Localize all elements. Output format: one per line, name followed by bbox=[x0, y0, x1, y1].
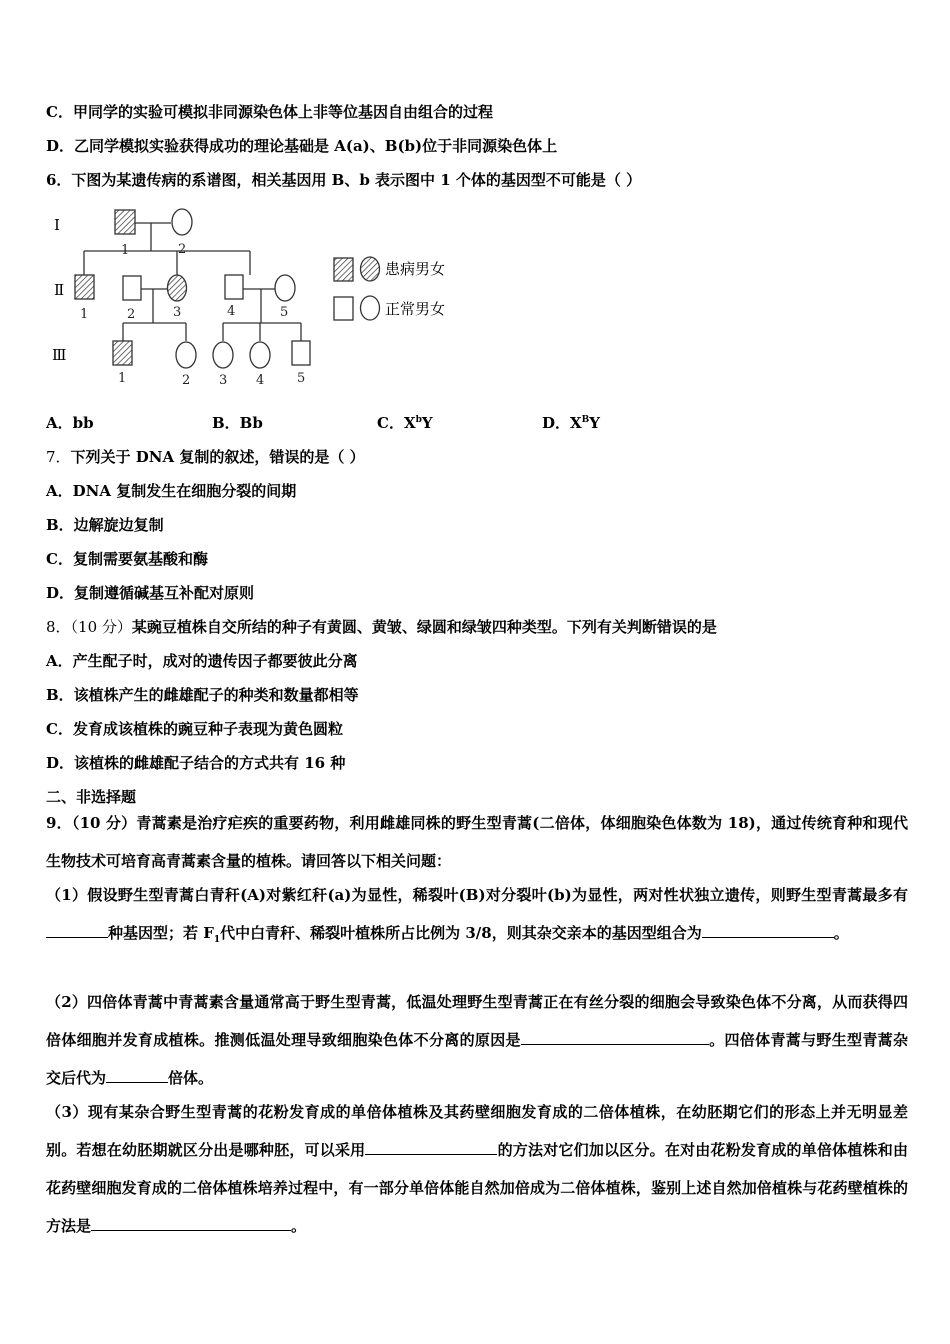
num-i2: 2 bbox=[178, 242, 187, 257]
q9-intro-text: 青蒿素是治疗疟疾的重要药物，利用雌雄同株的野生型青蒿(二倍体，体细胞染色体数为 18)，通过传统育种和现代生物技术可培育高青蒿素含量的植株。请回答以下相关问题： bbox=[46, 814, 908, 870]
blank-ploidy[interactable] bbox=[106, 1066, 168, 1083]
iii1-affected-male bbox=[113, 341, 132, 365]
blank-identify-method[interactable] bbox=[91, 1214, 291, 1231]
q9-part-1 bbox=[46, 876, 908, 952]
q7-option-d: D．复制遵循碱基互补配对原则 bbox=[46, 584, 255, 602]
q8-option-b: B．该植株产生的雌雄配子的种类和数量都相等 bbox=[46, 686, 359, 704]
iii3-normal-female bbox=[213, 342, 233, 368]
num-ii4: 4 bbox=[227, 304, 236, 319]
q6-option-a: A．bb bbox=[46, 414, 94, 432]
ii3-affected-female bbox=[168, 275, 187, 301]
q9-part-3 bbox=[46, 1093, 908, 1245]
individual-numbers bbox=[80, 242, 305, 388]
blank-parent-genotypes[interactable] bbox=[702, 921, 786, 938]
legend-affected-male bbox=[334, 258, 353, 281]
legend-affected-female bbox=[361, 257, 380, 281]
q6-option-c-suffix: Y bbox=[421, 414, 433, 432]
q7-option-b: B．边解旋边复制 bbox=[46, 516, 164, 534]
q8-stem bbox=[46, 617, 717, 637]
q9-p2-text-b: 。四倍体青蒿与野生型青蒿杂交后代为 bbox=[46, 1031, 908, 1087]
q9-p1-text-b: 种基因型；若 F bbox=[108, 924, 214, 942]
q8-option-d: D．该植株的雌雄配子结合的方式共有 16 种 bbox=[46, 754, 346, 772]
iii5-normal-male bbox=[292, 341, 310, 365]
pedigree-chart bbox=[40, 198, 480, 398]
pedigree-lines bbox=[84, 223, 301, 341]
generation-label-1: Ⅰ bbox=[54, 216, 60, 234]
q9-p2-text-a: （2）四倍体青蒿中青蒿素含量通常高于野生型青蒿，低温处理野生型青蒿正在有丝分裂的细胞会导致染色体不分离，从而获得四倍体细胞并发育成植株。推测低温处理导致细胞染色体不分离的原因是 bbox=[46, 993, 908, 1049]
q5-option-c: C．甲同学的实验可模拟非同源染色体上非等位基因自由组合的过程 bbox=[46, 103, 493, 121]
iii2-normal-female bbox=[176, 342, 196, 368]
q6-option-c-sup: b bbox=[415, 415, 422, 425]
q9-p1-subscript: 1 bbox=[213, 935, 221, 945]
generation-label-3: Ⅲ bbox=[52, 346, 67, 364]
q7-number: 7． bbox=[46, 448, 71, 466]
legend-normal-female bbox=[361, 296, 380, 320]
num-iii2: 2 bbox=[182, 373, 191, 388]
blank-genotype-count[interactable] bbox=[46, 921, 108, 938]
num-i1: 1 bbox=[121, 243, 130, 258]
ii2-normal-male bbox=[123, 276, 141, 300]
num-ii1: 1 bbox=[80, 307, 89, 322]
ii5-normal-female bbox=[275, 275, 295, 301]
blank-parent-genotypes-cont[interactable] bbox=[786, 921, 834, 938]
q6-option-d-sup: B bbox=[581, 415, 590, 425]
q7-stem-text: 下列关于 DNA 复制的叙述，错误的是（ ） bbox=[70, 448, 365, 466]
num-ii2: 2 bbox=[127, 307, 136, 322]
blank-distinguish-method[interactable] bbox=[365, 1138, 497, 1155]
q6-option-b: B．Bb bbox=[212, 414, 263, 432]
num-iii5: 5 bbox=[297, 371, 306, 386]
q9-p3-text-b: 的方法对它们加以区分。在对由花粉发育成的单倍体植株和由花药壁细胞发育成的二倍体植株培养过程中，有一部分单倍体能自然加倍成为二倍体植株，鉴别上述自然加倍植株与花药壁植株的方法是 bbox=[46, 1141, 908, 1235]
num-ii5: 5 bbox=[280, 305, 289, 320]
q8-option-c: C．发育成该植株的豌豆种子表现为黄色圆粒 bbox=[46, 720, 343, 738]
q6-option-c-prefix: C．X bbox=[377, 414, 416, 432]
q8-stem-text: 某豌豆植株自交所结的种子有黄圆、黄皱、绿圆和绿皱四种类型。下列有关判断错误的是 bbox=[131, 618, 717, 636]
q6-option-d-prefix: D．X bbox=[542, 414, 582, 432]
q7-stem bbox=[46, 447, 365, 467]
num-iii4: 4 bbox=[256, 373, 265, 388]
q6-option-c bbox=[377, 413, 433, 433]
ii4-normal-male bbox=[225, 275, 243, 299]
legend-normal-label: 正常男女 bbox=[385, 300, 446, 318]
q6-stem: 6．下图为某遗传病的系谱图，相关基因用 B、b 表示图中 1 个体的基因型不可能是（ ） bbox=[46, 171, 642, 189]
legend-normal-male bbox=[334, 297, 353, 320]
q6-option-d bbox=[542, 413, 600, 433]
num-iii1: 1 bbox=[118, 371, 127, 386]
section-heading: 二、非选择题 bbox=[46, 788, 137, 806]
i2-normal-female bbox=[172, 209, 192, 235]
generation-label-2: Ⅱ bbox=[54, 281, 65, 299]
q9-p2-text-c: 倍体。 bbox=[168, 1069, 214, 1087]
q9-p3-end: 。 bbox=[291, 1217, 307, 1235]
ii1-affected-male bbox=[75, 275, 94, 299]
q9-part-2 bbox=[46, 983, 908, 1097]
num-ii3: 3 bbox=[173, 305, 182, 320]
legend-affected-label: 患病男女 bbox=[385, 260, 446, 278]
q7-option-a: A．DNA 复制发生在细胞分裂的间期 bbox=[46, 482, 297, 500]
q7-option-c: C．复制需要氨基酸和酶 bbox=[46, 550, 208, 568]
q9-p1-end: 。 bbox=[833, 924, 849, 942]
q8-option-a: A．产生配子时，成对的遗传因子都要彼此分离 bbox=[46, 652, 358, 670]
iii4-normal-female bbox=[250, 342, 270, 368]
blank-low-temp-reason[interactable] bbox=[521, 1028, 709, 1045]
q9-number: 9．（10 分） bbox=[46, 814, 137, 832]
q9-intro bbox=[46, 804, 908, 880]
q9-p1-text-a: （1）假设野生型青蒿白青秆(A)对紫红秆(a)为显性，稀裂叶(B)对分裂叶(b)为显性，两对性状独立遗传，则野生型青蒿最多有 bbox=[46, 886, 908, 904]
i1-affected-male bbox=[115, 210, 135, 234]
q6-option-d-suffix: Y bbox=[589, 414, 600, 432]
num-iii3: 3 bbox=[219, 373, 228, 388]
q8-number: 8．（10 分） bbox=[46, 618, 132, 636]
q9-p1-text-c: 代中白青秆、稀裂叶植株所占比例为 3/8，则其杂交亲本的基因型组合为 bbox=[220, 924, 702, 942]
q5-option-d: D．乙同学模拟实验获得成功的理论基础是 A(a)、B(b)位于非同源染色体上 bbox=[46, 137, 558, 155]
q9-p3-text-a: （3）现有某杂合野生型青蒿的花粉发育成的单倍体植株及其药壁细胞发育成的二倍体植株，在幼胚期它们的形态上并无明显差别。若想在幼胚期就区分出是哪种胚，可以采用 bbox=[46, 1103, 908, 1159]
